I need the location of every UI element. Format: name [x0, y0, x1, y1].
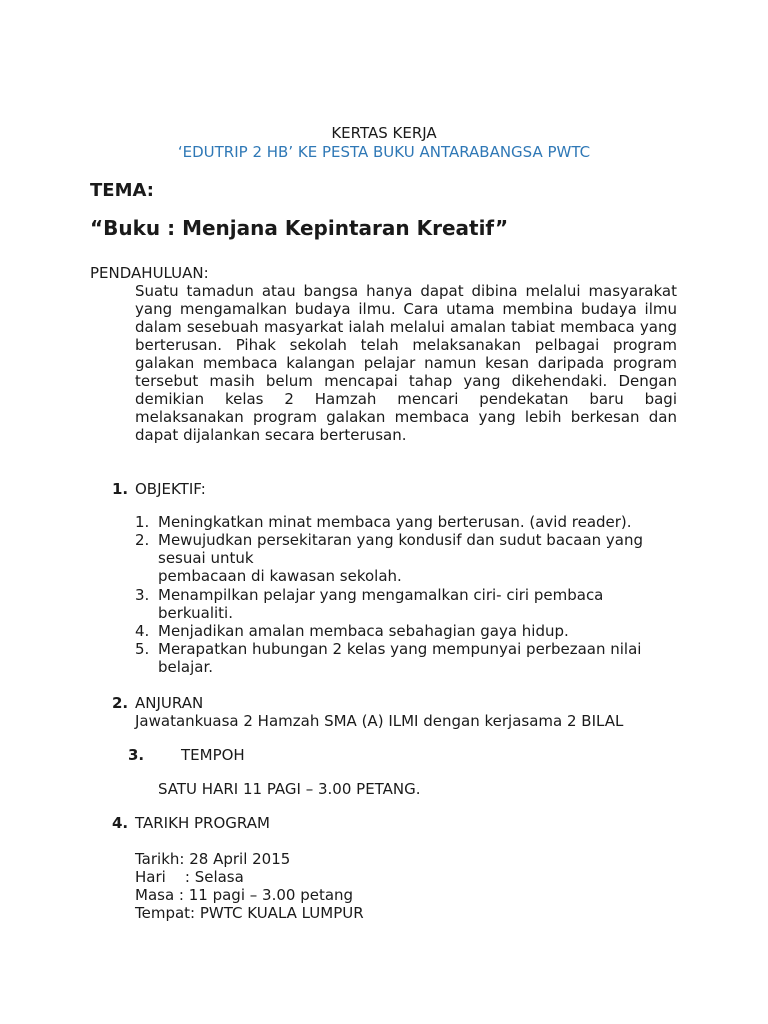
objektif-item-text: berkualiti.	[158, 604, 233, 622]
tarikh-line: Tarikh: 28 April 2015	[135, 850, 291, 868]
tema-label: TEMA:	[90, 180, 154, 201]
tarikh-line: Masa : 11 pagi – 3.00 petang	[135, 886, 354, 904]
tarikh-line: Tempat: PWTC KUALA LUMPUR	[135, 904, 364, 922]
tema-quote: “Buku : Menjana Kepintaran Kreatif”	[90, 216, 509, 240]
objektif-item-text: Meningkatkan minat membaca yang berterusan. (avid reader).	[158, 513, 632, 531]
objektif-item-number: 5.	[135, 640, 150, 658]
objektif-item-number: 2.	[135, 531, 150, 549]
pendahuluan-line: berterusan. Pihak sekolah telah melaksanakan pelbagai program	[135, 336, 677, 354]
tarikh-number: 4.	[112, 814, 129, 832]
document-subtitle: ‘EDUTRIP 2 HB’ KE PESTA BUKU ANTARABANGSA PWTC	[177, 143, 591, 161]
pendahuluan-line: melaksanakan program galakan membaca yang lebih berkesan dan	[135, 408, 677, 426]
pendahuluan-line: galakan membaca kalangan pelajar namun kesan daripada program	[135, 354, 677, 372]
tarikh-heading: TARIKH PROGRAM	[135, 814, 270, 832]
anjuran-heading: ANJURAN	[135, 694, 204, 712]
objektif-item-text: Menjadikan amalan membaca sebahagian gaya hidup.	[158, 622, 569, 640]
objektif-item-text: Menampilkan pelajar yang mengamalkan ciri- ciri pembaca	[158, 586, 604, 604]
objektif-item-text: Mewujudkan persekitaran yang kondusif dan sudut bacaan yang	[158, 531, 644, 549]
pendahuluan-line: dalam sesebuah masyarkat ialah melalui amalan tabiat membaca yang	[135, 318, 677, 336]
anjuran-number: 2.	[112, 694, 129, 712]
pendahuluan-line: demikian kelas 2 Hamzah mencari pendekatan baru bagi	[135, 390, 677, 408]
objektif-heading: OBJEKTIF:	[135, 480, 206, 498]
pendahuluan-heading: PENDAHULUAN:	[90, 264, 209, 282]
objektif-number: 1.	[112, 480, 129, 498]
tarikh-line: Hari : Selasa	[135, 868, 244, 886]
pendahuluan-line: tersebut masih belum mencapai tahap yang dikehendaki. Dengan	[135, 372, 677, 390]
pendahuluan-line: yang mengamalkan budaya ilmu. Cara utama membina budaya ilmu	[135, 300, 677, 318]
tempoh-text: SATU HARI 11 PAGI – 3.00 PETANG.	[158, 780, 421, 798]
anjuran-text: Jawatankuasa 2 Hamzah SMA (A) ILMI dengan kerjasama 2 BILAL	[135, 712, 624, 730]
pendahuluan-paragraph	[135, 282, 677, 444]
objektif-item-text: belajar.	[158, 658, 214, 676]
tempoh-heading: TEMPOH	[181, 746, 245, 764]
document-title: KERTAS KERJA	[331, 124, 437, 142]
objektif-item-text: Merapatkan hubungan 2 kelas yang mempunyai perbezaan nilai	[158, 640, 642, 658]
tempoh-number: 3.	[128, 746, 145, 764]
objektif-item-text: sesuai untuk	[158, 549, 254, 567]
objektif-item-number: 4.	[135, 622, 150, 640]
objektif-item-number: 1.	[135, 513, 150, 531]
pendahuluan-line: Suatu tamadun atau bangsa hanya dapat dibina melalui masyarakat	[135, 282, 677, 300]
objektif-item-text: pembacaan di kawasan sekolah.	[158, 567, 402, 585]
objektif-item-number: 3.	[135, 586, 150, 604]
pendahuluan-line: dapat dijalankan secara berterusan.	[135, 426, 407, 444]
